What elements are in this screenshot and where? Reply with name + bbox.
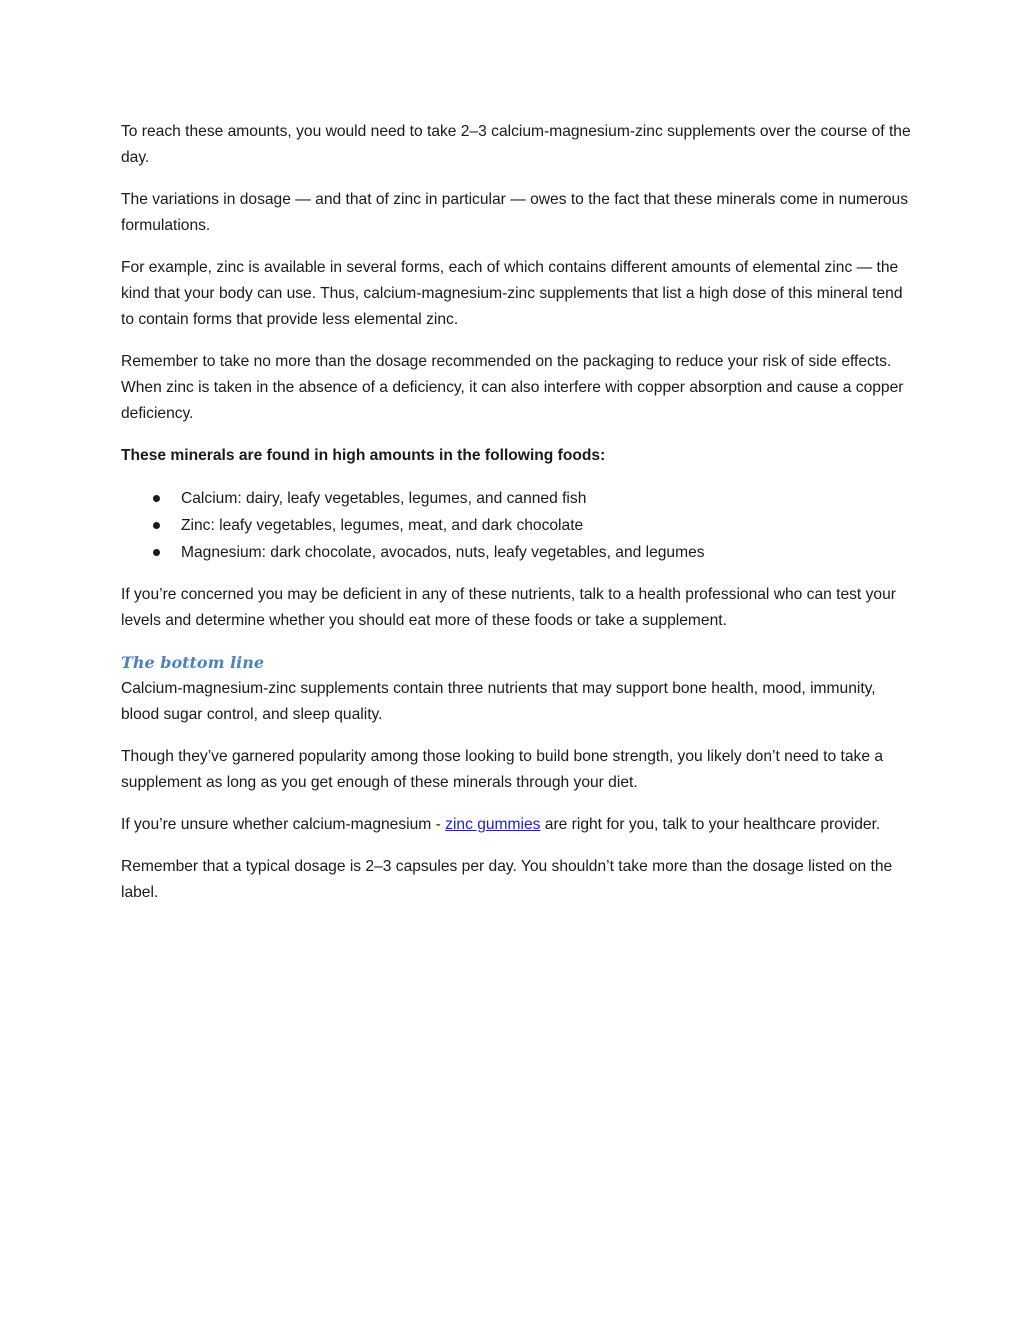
- paragraph-text-before-link: If you’re unsure whether calcium-magnesium -: [121, 816, 446, 833]
- zinc-gummies-link[interactable]: zinc gummies: [445, 816, 541, 833]
- paragraph-healthcare-provider: [121, 812, 911, 838]
- document-body: [121, 119, 911, 922]
- paragraph-supplement-amounts: To reach these amounts, you would need to take 2–3 calcium-magnesium-zinc supplements over the course of the day.: [121, 123, 911, 166]
- paragraph-dosage-variations: The variations in dosage — and that of zinc in particular — owes to the fact that these minerals come in numerous formulations.: [121, 191, 909, 234]
- foods-intro-heading: These minerals are found in high amounts in the following foods:: [121, 447, 606, 464]
- bullet-icon: [153, 549, 160, 556]
- foods-list: [121, 485, 911, 566]
- paragraph-dosage-warning: Remember to take no more than the dosage recommended on the packaging to reduce your risk of side effects. When zinc is taken in the absence of a deficiency, it can also interfere with copper absorption and cause a copper deficiency.: [121, 353, 904, 422]
- paragraph-typical-dosage: Remember that a typical dosage is 2–3 capsules per day. You shouldn’t take more than the dosage listed on the label.: [121, 858, 893, 901]
- list-item-text: Calcium: dairy, leafy vegetables, legumes, and canned fish: [181, 490, 587, 507]
- list-item-text: Magnesium: dark chocolate, avocados, nuts, leafy vegetables, and legumes: [181, 544, 705, 561]
- paragraph-bone-strength: Though they’ve garnered popularity among those looking to build bone strength, you likely don’t need to take a supplement as long as you get enough of these minerals through your diet.: [121, 748, 883, 791]
- paragraph-zinc-forms: For example, zinc is available in several forms, each of which contains different amounts of elemental zinc — the kind that your body can use. Thus, calcium-magnesium-zinc supplements that list a high dose of this mineral tend to contain forms that provide less elemental zinc.: [121, 259, 903, 328]
- bullet-icon: [153, 495, 160, 502]
- bullet-icon: [153, 522, 160, 529]
- list-item-text: Zinc: leafy vegetables, legumes, meat, and dark chocolate: [181, 517, 584, 534]
- section-heading-bottom-line: The bottom line: [121, 653, 265, 672]
- list-item: [121, 485, 911, 512]
- paragraph-text-after-link: are right for you, talk to your healthcare provider.: [540, 816, 881, 833]
- list-item: [121, 539, 911, 566]
- paragraph-deficiency-advice: If you’re concerned you may be deficient in any of these nutrients, talk to a health professional who can test your levels and determine whether you should eat more of these foods or take a supplement.: [121, 586, 896, 629]
- paragraph-bottom-line-summary: Calcium-magnesium-zinc supplements contain three nutrients that may support bone health, mood, immunity, blood sugar control, and sleep quality.: [121, 680, 876, 723]
- list-item: [121, 512, 911, 539]
